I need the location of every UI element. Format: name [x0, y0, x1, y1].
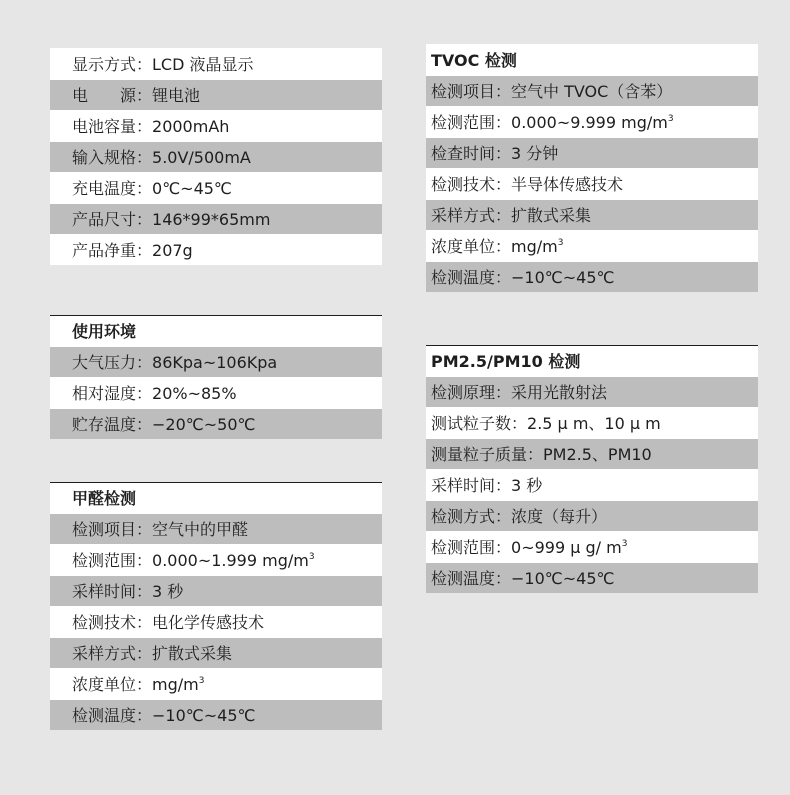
- spec-value: 0℃~45℃: [152, 179, 232, 198]
- spec-value: 146*99*65mm: [152, 210, 271, 229]
- spec-label: 检测项目：: [431, 82, 512, 101]
- spec-label: 检查时间：: [431, 144, 512, 163]
- spec-label: 电池容量：: [72, 117, 153, 136]
- spec-label: 检测方式：: [431, 507, 512, 526]
- spec-label: 采样时间：: [431, 476, 512, 495]
- spec-label: 贮存温度：: [72, 415, 153, 434]
- spec-label: 检测项目：: [72, 520, 153, 539]
- spec-label: 采样方式：: [431, 206, 512, 225]
- pm-title: PM2.5/PM10 检测: [426, 345, 758, 376]
- spec-label: 检测范围：: [72, 551, 153, 570]
- spec-value: −10℃~45℃: [511, 569, 615, 588]
- spec-label: 采样时间：: [72, 582, 153, 601]
- spec-label: 检测原理：: [431, 383, 512, 402]
- spec-value: 空气中 TVOC（含苯）: [511, 82, 673, 101]
- spec-row-detection-method: [426, 500, 758, 531]
- spec-value: 3 分钟: [511, 144, 559, 163]
- spec-label: 相对湿度：: [72, 384, 153, 403]
- spec-row-size: [50, 203, 382, 234]
- spec-row-sampling-time: [426, 469, 758, 500]
- spec-value: 2000mAh: [152, 117, 230, 136]
- spec-label: 检测温度：: [72, 706, 153, 725]
- spec-label: 显示方式：: [72, 55, 153, 74]
- spec-label: 检测范围：: [431, 538, 512, 557]
- spec-label: 浓度单位：: [431, 237, 512, 256]
- spec-value: 3 秒: [152, 582, 184, 601]
- tvoc-table: [426, 44, 758, 292]
- spec-value: 锂电池: [152, 86, 201, 105]
- tvoc-title: TVOC 检测: [426, 44, 758, 75]
- spec-value: 空气中的甲醛: [152, 520, 249, 539]
- spec-value: 3 秒: [511, 476, 543, 495]
- spec-label: 充电温度：: [72, 179, 153, 198]
- spec-value: 86Kpa~106Kpa: [152, 353, 278, 372]
- spec-value: 扩散式采集: [511, 206, 592, 225]
- spec-row-sampling-method: [426, 199, 758, 230]
- spec-value: −10℃~45℃: [511, 268, 615, 287]
- spec-row-technology: [426, 168, 758, 199]
- spec-label: 产品净重：: [72, 241, 153, 260]
- spec-label: 检测技术：: [72, 613, 153, 632]
- spec-label: 检测温度：: [431, 268, 512, 287]
- spec-label: 检测技术：: [431, 175, 512, 194]
- spec-value: 207g: [152, 241, 193, 260]
- spec-label: 检测范围：: [431, 113, 512, 132]
- spec-row-unit: [50, 668, 382, 699]
- spec-row-battery-capacity: [50, 110, 382, 141]
- formaldehyde-table: [50, 482, 382, 730]
- spec-row-range: [50, 544, 382, 575]
- pm-table: [426, 345, 758, 593]
- spec-label: 测试粒子数：: [431, 414, 528, 433]
- general-specs-table: [50, 48, 382, 265]
- spec-label: 检测温度：: [431, 569, 512, 588]
- superscript-exponent: 3: [667, 113, 674, 124]
- spec-row-humidity: [50, 377, 382, 408]
- environment-title: 使用环境: [50, 315, 382, 346]
- spec-row-pressure: [50, 346, 382, 377]
- spec-row-sampling-time: [50, 575, 382, 606]
- spec-row-sampling-method: [50, 637, 382, 668]
- spec-value: 0.000~9.999 mg/m: [511, 113, 668, 132]
- spec-value: mg/m: [511, 237, 558, 256]
- spec-row-range: [426, 106, 758, 137]
- spec-value: PM2.5、PM10: [543, 445, 652, 464]
- spec-row-item: [50, 513, 382, 544]
- spec-row-test-temp: [426, 261, 758, 292]
- spec-label: 测量粒子质量：: [431, 445, 544, 464]
- spec-row-particle-size: [426, 407, 758, 438]
- spec-label: 采样方式：: [72, 644, 153, 663]
- spec-label: 浓度单位：: [72, 675, 153, 694]
- spec-label: 产品尺寸：: [72, 210, 153, 229]
- spec-label: 电 源：: [72, 86, 153, 105]
- formaldehyde-title: 甲醛检测: [50, 482, 382, 513]
- spec-row-technology: [50, 606, 382, 637]
- environment-table: [50, 315, 382, 439]
- spec-label: 大气压力：: [72, 353, 153, 372]
- spec-row-weight: [50, 234, 382, 265]
- spec-value: 采用光散射法: [511, 383, 608, 402]
- spec-value: −20℃~50℃: [152, 415, 256, 434]
- spec-value: 半导体传感技术: [511, 175, 624, 194]
- spec-value: −10℃~45℃: [152, 706, 256, 725]
- spec-value: 2.5 μ m、10 μ m: [527, 414, 661, 433]
- spec-row-principle: [426, 376, 758, 407]
- superscript-exponent: 3: [198, 675, 205, 686]
- spec-value: LCD 液晶显示: [152, 55, 254, 74]
- spec-row-display: [50, 48, 382, 79]
- superscript-exponent: 3: [621, 538, 628, 549]
- spec-value: 扩散式采集: [152, 644, 233, 663]
- spec-value: 20%~85%: [152, 384, 237, 403]
- spec-row-power: [50, 79, 382, 110]
- spec-label: 输入规格：: [72, 148, 153, 167]
- spec-row-charge-temp: [50, 172, 382, 203]
- spec-row-check-time: [426, 137, 758, 168]
- spec-value: 浓度（每升）: [511, 507, 608, 526]
- spec-value: mg/m: [152, 675, 199, 694]
- spec-value: 0.000~1.999 mg/m: [152, 551, 309, 570]
- spec-value: 5.0V/500mA: [152, 148, 251, 167]
- superscript-exponent: 3: [557, 237, 564, 248]
- spec-row-unit: [426, 230, 758, 261]
- spec-row-test-temp: [426, 562, 758, 593]
- spec-row-particle-mass: [426, 438, 758, 469]
- spec-row-input: [50, 141, 382, 172]
- spec-row-item: [426, 75, 758, 106]
- spec-value: 0~999 μ g/ m: [511, 538, 622, 557]
- superscript-exponent: 3: [308, 551, 315, 562]
- spec-row-storage-temp: [50, 408, 382, 439]
- spec-row-range: [426, 531, 758, 562]
- spec-row-test-temp: [50, 699, 382, 730]
- spec-value: 电化学传感技术: [152, 613, 265, 632]
